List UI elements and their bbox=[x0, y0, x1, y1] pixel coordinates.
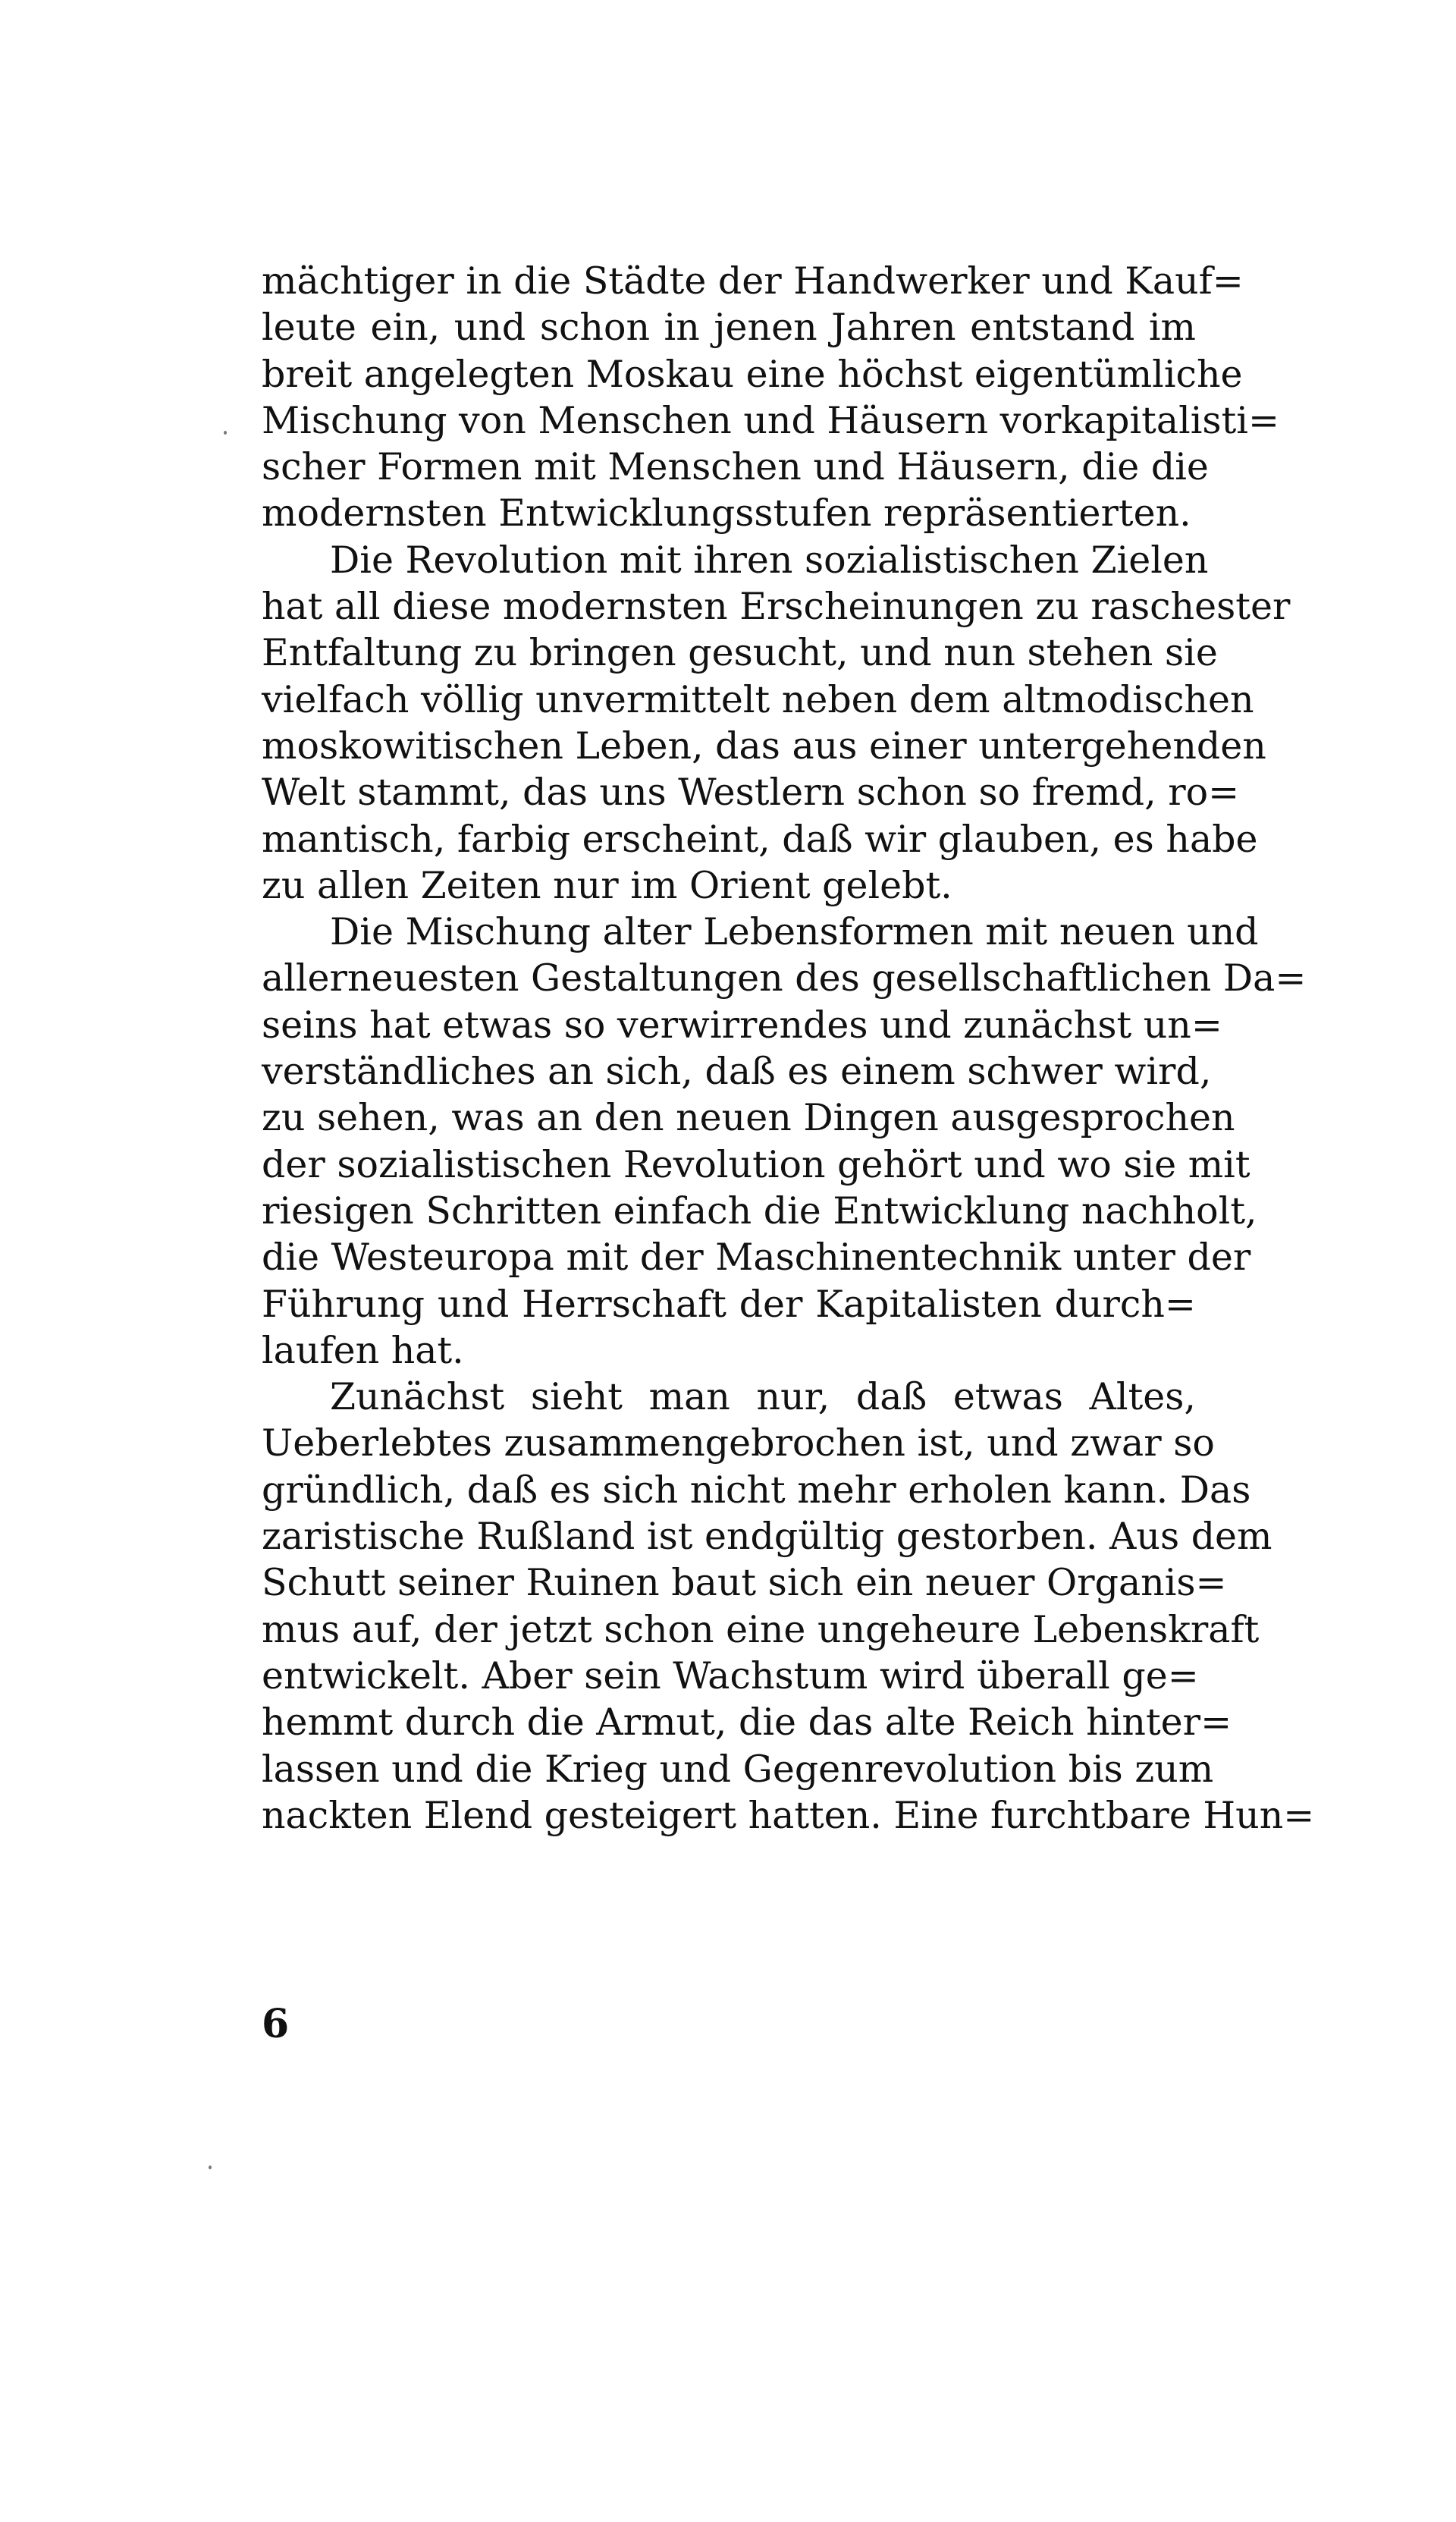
text-line: moskowitischen Leben, das aus einer untergehenden bbox=[262, 724, 1266, 768]
text-line: lassen und die Krieg und Gegenrevolution bis zum bbox=[262, 1747, 1214, 1791]
text-line: breit angelegten Moskau eine höchst eigentümliche bbox=[262, 352, 1243, 396]
text-line: Schutt seiner Ruinen baut sich ein neuer Organis= bbox=[262, 1561, 1227, 1605]
text-line: Mischung von Menschen und Häusern vorkapitalisti= bbox=[262, 398, 1279, 442]
text-line: Entfaltung zu bringen gesucht, und nun stehen sie bbox=[262, 631, 1218, 675]
text-line: entwickelt. Aber sein Wachstum wird überall ge= bbox=[262, 1654, 1199, 1698]
text-line: der sozialistischen Revolution gehört und wo sie mit bbox=[262, 1142, 1250, 1186]
text-line: Führung und Herrschaft der Kapitalisten durch= bbox=[262, 1282, 1196, 1326]
text-line: vielfach völlig unvermittelt neben dem altmodischen bbox=[262, 677, 1254, 721]
text-line: allerneuesten Gestaltungen des gesellschaftlichen Da= bbox=[262, 956, 1307, 1000]
text-line: hat all diese modernsten Erscheinungen zu raschester bbox=[262, 585, 1291, 629]
text-line: mantisch, farbig erscheint, daß wir glauben, es habe bbox=[262, 817, 1258, 861]
text-line: zu allen Zeiten nur im Orient gelebt. bbox=[262, 863, 952, 907]
text-line: die Westeuropa mit der Maschinentechnik unter der bbox=[262, 1236, 1251, 1280]
text-line: verständliches an sich, daß es einem schwer wird, bbox=[262, 1050, 1212, 1094]
paragraph-first-line: Zunächst sieht man nur, daß etwas Altes, bbox=[330, 1375, 1196, 1419]
paragraph-first-line: Die Mischung alter Lebensformen mit neuen und bbox=[330, 910, 1259, 954]
text-line: zaristische Rußland ist endgültig gestorben. Aus dem bbox=[262, 1515, 1272, 1559]
text-line: scher Formen mit Menschen und Häusern, die die bbox=[262, 445, 1209, 489]
text-line: riesigen Schritten einfach die Entwicklung nachholt, bbox=[262, 1189, 1257, 1233]
text-line: Welt stammt, das uns Westlern schon so fremd, ro= bbox=[262, 771, 1240, 815]
text-line: zu sehen, was an den neuen Dingen ausgesprochen bbox=[262, 1096, 1235, 1140]
text-line: modernsten Entwicklungsstufen repräsentierten. bbox=[262, 492, 1191, 535]
text-line: leute ein, und schon in jenen Jahren entstand im bbox=[262, 306, 1196, 350]
text-line: hemmt durch die Armut, die das alte Reich hinter= bbox=[262, 1701, 1232, 1745]
scan-speck bbox=[224, 431, 227, 435]
scan-speck bbox=[209, 2166, 212, 2169]
text-line: mus auf, der jetzt schon eine ungeheure Lebenskraft bbox=[262, 1607, 1260, 1651]
text-line: gründlich, daß es sich nicht mehr erholen kann. Das bbox=[262, 1468, 1251, 1512]
text-line: laufen hat. bbox=[262, 1328, 464, 1372]
body-text bbox=[262, 258, 1315, 1839]
text-line: seins hat etwas so verwirrendes und zunächst un= bbox=[262, 1003, 1222, 1047]
text-line: Ueberlebtes zusammengebrochen ist, und zwar so bbox=[262, 1421, 1215, 1465]
paragraph-first-line: Die Revolution mit ihren sozialistischen Zielen bbox=[330, 538, 1209, 582]
text-line: nackten Elend gesteigert hatten. Eine furchtbare Hun= bbox=[262, 1793, 1315, 1837]
text-line: mächtiger in die Städte der Handwerker und Kauf= bbox=[262, 259, 1244, 303]
page-number: 6 bbox=[262, 2001, 290, 2047]
